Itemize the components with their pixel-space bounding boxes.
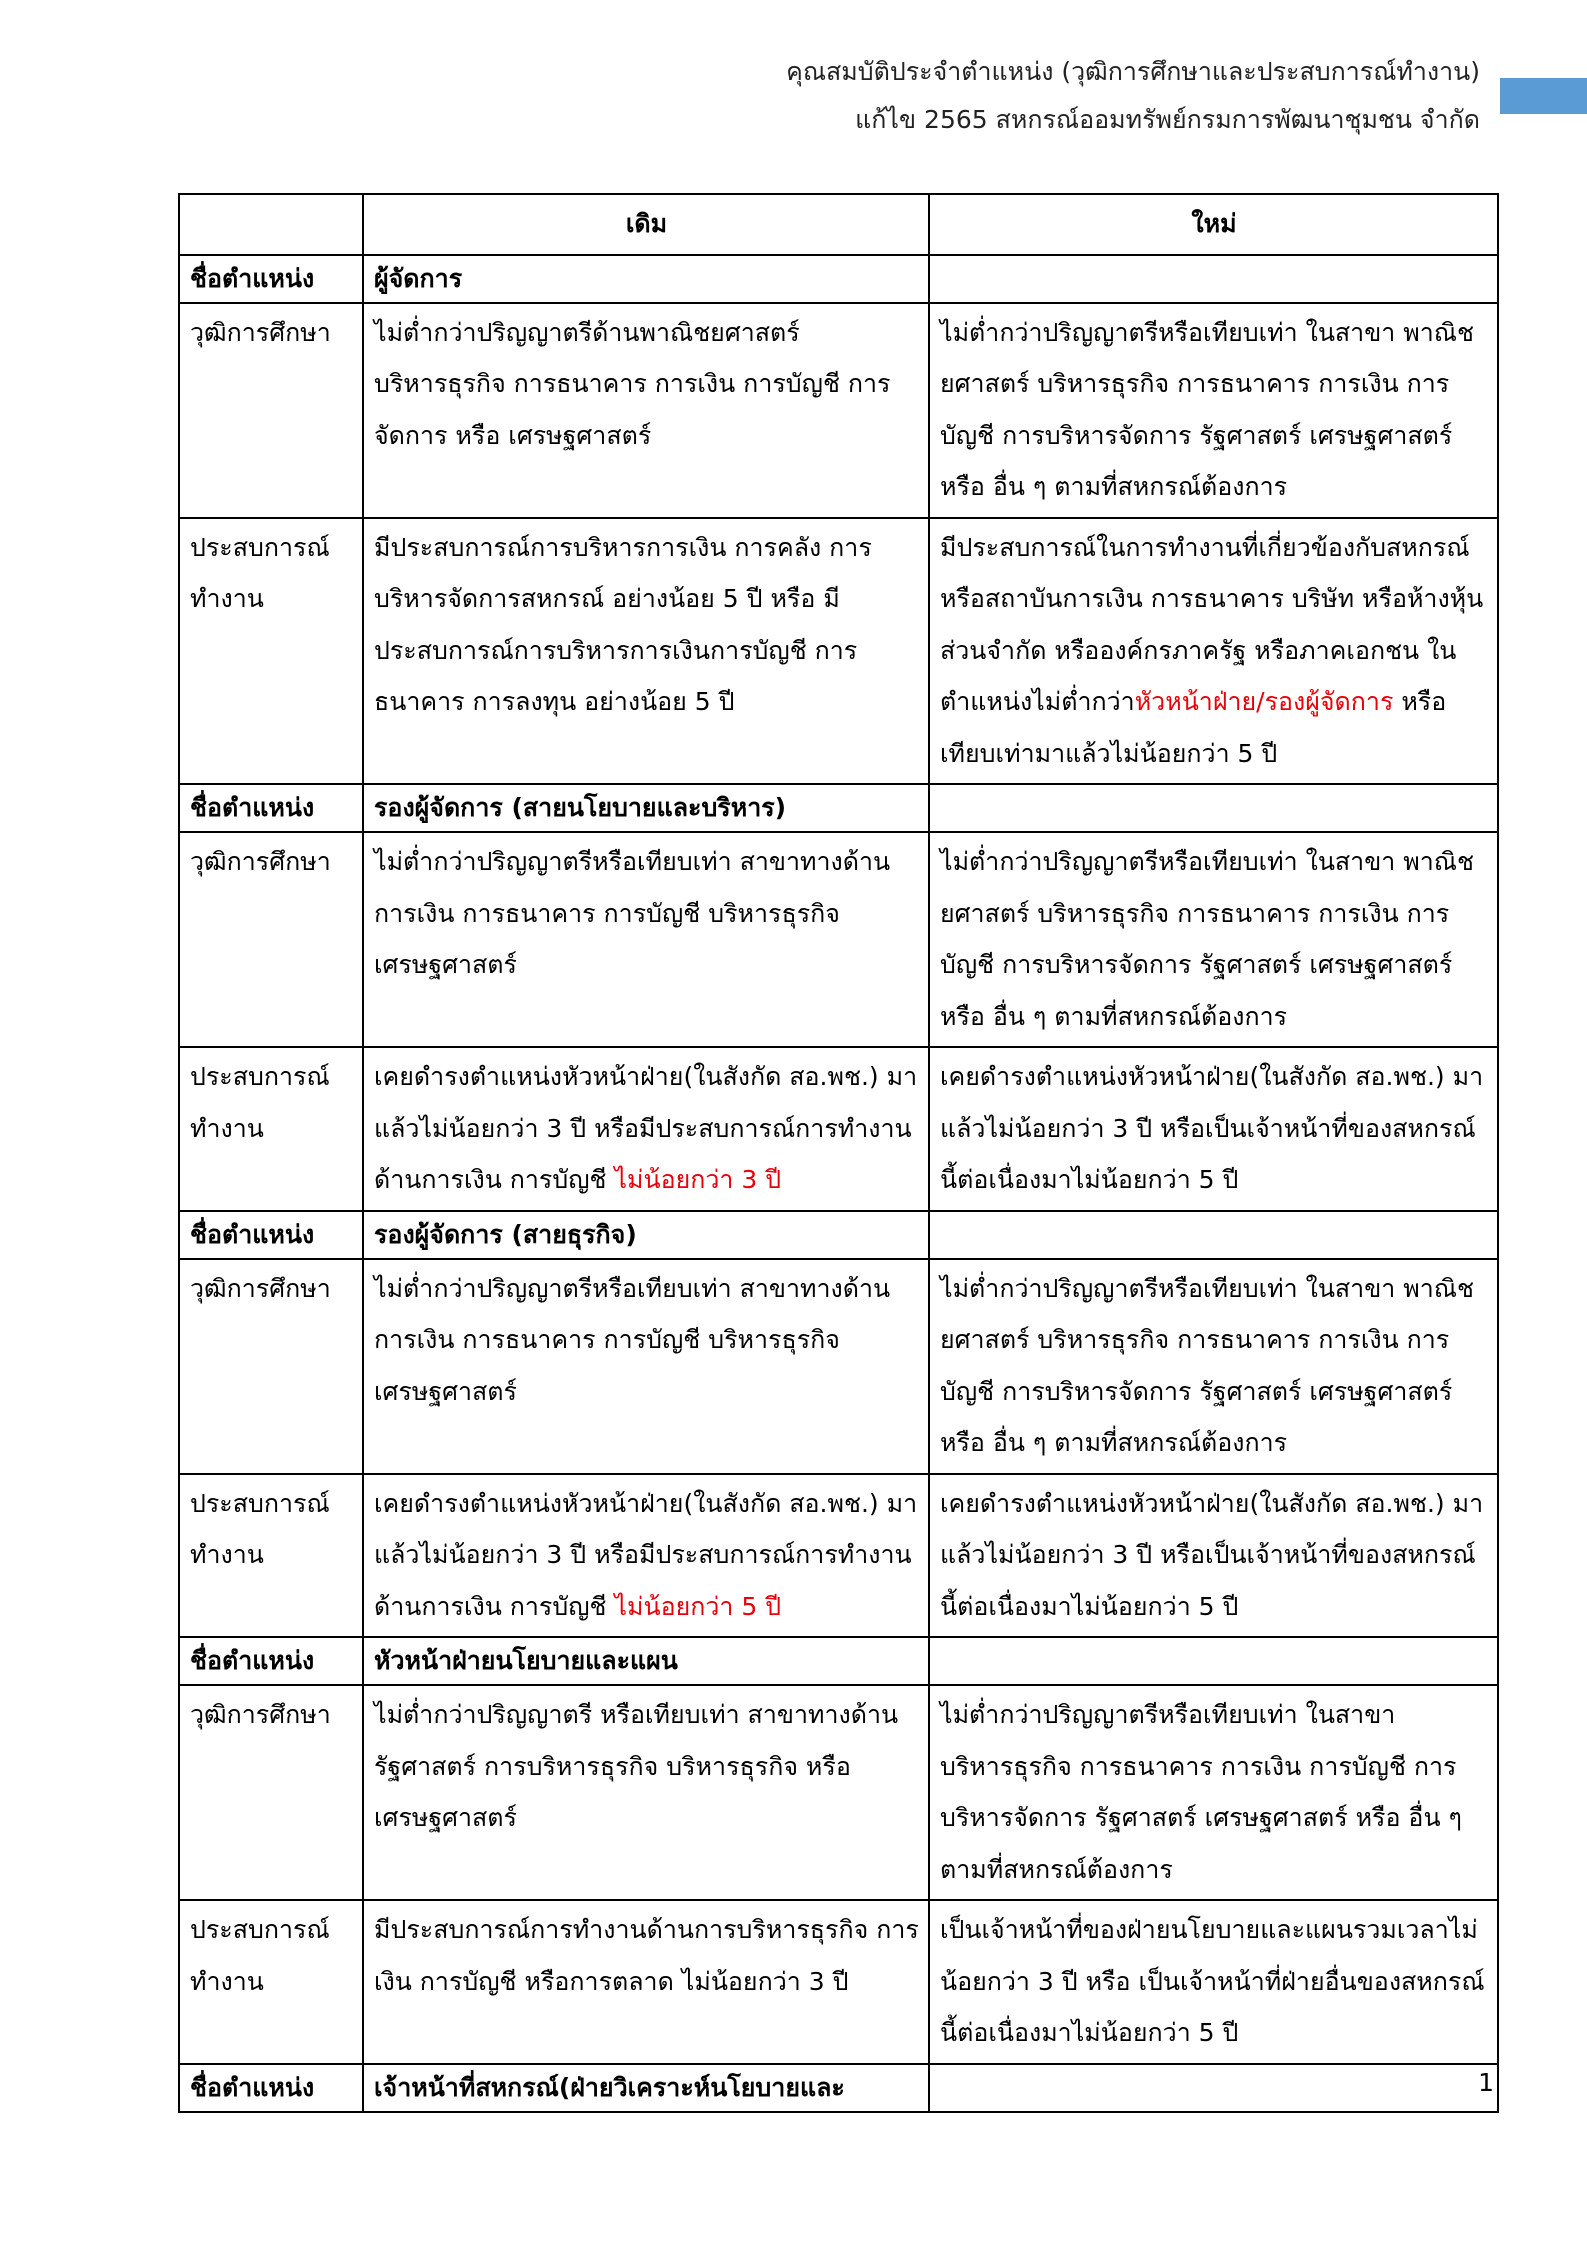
- experience-new-highlight: หัวหน้าฝ่าย/รองผู้จัดการ: [1134, 687, 1394, 716]
- education-label: วุฒิการศึกษา: [179, 303, 363, 518]
- header-empty-cell: [179, 194, 363, 255]
- education-row: [179, 303, 1498, 518]
- experience-old: [363, 1474, 929, 1638]
- education-label: วุฒิการศึกษา: [179, 1259, 363, 1474]
- position-label: ชื่อตำแหน่ง: [179, 784, 363, 832]
- education-new: ไม่ต่ำกว่าปริญญาตรีหรือเทียบเท่า ในสาขา บริหารธุรกิจ การธนาคาร การเงิน การบัญชี การบริหารจัดการ รัฐศาสตร์ เศรษฐศาสตร์ หรือ อื่น ๆ ตามที่สหกรณ์ต้องการ: [929, 1685, 1498, 1900]
- experience-label: ประสบการณ์ทำงาน: [179, 518, 363, 785]
- education-old: ไม่ต่ำกว่าปริญญาตรี หรือเทียบเท่า สาขาทางด้านรัฐศาสตร์ การบริหารธุรกิจ บริหารธุรกิจ หรือ เศรษฐศาสตร์: [363, 1685, 929, 1900]
- header-subtitle: แก้ไข 2565 สหกรณ์ออมทรัพย์กรมการพัฒนาชุมชน จำกัด: [855, 105, 1480, 134]
- experience-row: [179, 1474, 1498, 1638]
- header-accent-bar: [1500, 78, 1587, 114]
- education-old: ไม่ต่ำกว่าปริญญาตรีหรือเทียบเท่า สาขาทางด้านการเงิน การธนาคาร การบัญชี บริหารธุรกิจ เศรษฐศาสตร์: [363, 832, 929, 1047]
- position-new-empty: [929, 1211, 1498, 1259]
- position-title: หัวหน้าฝ่ายนโยบายและแผน: [363, 1637, 929, 1685]
- education-new: ไม่ต่ำกว่าปริญญาตรีหรือเทียบเท่า ในสาขา พาณิชยศาสตร์ บริหารธุรกิจ การธนาคาร การเงิน การบัญชี การบริหารจัดการ รัฐศาสตร์ เศรษฐศาสตร์ หรือ อื่น ๆ ตามที่สหกรณ์ต้องการ: [929, 303, 1498, 518]
- education-old: ไม่ต่ำกว่าปริญญาตรีด้านพาณิชยศาสตร์ บริหารธุรกิจ การธนาคาร การเงิน การบัญชี การจัดการ หรือ เศรษฐศาสตร์: [363, 303, 929, 518]
- page-number: 1: [1478, 2068, 1494, 2097]
- experience-row: [179, 518, 1498, 785]
- education-new: ไม่ต่ำกว่าปริญญาตรีหรือเทียบเท่า ในสาขา พาณิชยศาสตร์ บริหารธุรกิจ การธนาคาร การเงิน การบัญชี การบริหารจัดการ รัฐศาสตร์ เศรษฐศาสตร์ หรือ อื่น ๆ ตามที่สหกรณ์ต้องการ: [929, 832, 1498, 1047]
- header-title: คุณสมบัติประจำตำแหน่ง (วุฒิการศึกษาและประสบการณ์ทำงาน): [786, 57, 1480, 86]
- experience-old-highlight: ไม่น้อยกว่า 5 ปี: [614, 1591, 782, 1621]
- education-row: [179, 1685, 1498, 1900]
- education-new: ไม่ต่ำกว่าปริญญาตรีหรือเทียบเท่า ในสาขา พาณิชยศาสตร์ บริหารธุรกิจ การธนาคาร การเงิน การบัญชี การบริหารจัดการ รัฐศาสตร์ เศรษฐศาสตร์ หรือ อื่น ๆ ตามที่สหกรณ์ต้องการ: [929, 1259, 1498, 1474]
- experience-old-text: เคยดำรงตำแหน่งหัวหน้าฝ่าย(ในสังกัด สอ.พช.) มาแล้วไม่น้อยกว่า 3 ปี หรือมีประสบการณ์การทำงานด้านการเงิน การบัญชี: [374, 1488, 918, 1621]
- header-old: เดิม: [363, 194, 929, 255]
- experience-old: [363, 1900, 929, 2064]
- position-new-empty: [929, 255, 1498, 303]
- education-row: [179, 1259, 1498, 1474]
- position-label: ชื่อตำแหน่ง: [179, 1637, 363, 1685]
- comparison-table: [178, 193, 1499, 2113]
- position-row: [179, 255, 1498, 303]
- position-title: รองผู้จัดการ (สายนโยบายและบริหาร): [363, 784, 929, 832]
- position-label: ชื่อตำแหน่ง: [179, 2064, 363, 2112]
- position-row: [179, 784, 1498, 832]
- position-row: [179, 1637, 1498, 1685]
- experience-new-text: มีประสบการณ์ในการทำงานที่เกี่ยวข้องกับสหกรณ์ หรือสถาบันการเงิน การธนาคาร บริษัท หรือห้างหุ้นส่วนจำกัด หรือองค์กรภาครัฐ หรือภาคเอกชน ในตำแหน่งไม่ต่ำกว่า: [940, 532, 1484, 716]
- experience-row: [179, 1047, 1498, 1211]
- experience-old-text: มีประสบการณ์การทำงานด้านการบริหารธุรกิจ การเงิน การบัญชี หรือการตลาด ไม่น้อยกว่า 3 ปี: [374, 1915, 919, 1996]
- table-header-row: [179, 194, 1498, 255]
- experience-new: [929, 1047, 1498, 1211]
- page-header: [786, 48, 1480, 144]
- experience-new: [929, 518, 1498, 785]
- experience-new-tail: หรือเทียบเท่ามาแล้วไม่น้อยกว่า 5 ปี: [940, 687, 1447, 768]
- position-title: ผู้จัดการ: [363, 255, 929, 303]
- position-label: ชื่อตำแหน่ง: [179, 255, 363, 303]
- experience-old: [363, 1047, 929, 1211]
- position-title: เจ้าหน้าที่สหกรณ์(ฝ่ายวิเคราะห์นโยบายและ: [363, 2064, 929, 2112]
- position-title: รองผู้จัดการ (สายธุรกิจ): [363, 1211, 929, 1259]
- experience-old: [363, 518, 929, 785]
- experience-row: [179, 1900, 1498, 2064]
- position-new-empty: [929, 2064, 1498, 2112]
- position-row: [179, 2064, 1498, 2112]
- position-new-empty: [929, 1637, 1498, 1685]
- experience-new-text: เคยดำรงตำแหน่งหัวหน้าฝ่าย(ในสังกัด สอ.พช.) มาแล้วไม่น้อยกว่า 3 ปี หรือเป็นเจ้าหน้าที่ของสหกรณ์นี้ต่อเนื่องมาไม่น้อยกว่า 5 ปี: [940, 1488, 1484, 1621]
- education-label: วุฒิการศึกษา: [179, 1685, 363, 1900]
- experience-label: ประสบการณ์ทำงาน: [179, 1047, 363, 1211]
- experience-new-text: เป็นเจ้าหน้าที่ของฝ่ายนโยบายและแผนรวมเวลาไม่น้อยกว่า 3 ปี หรือ เป็นเจ้าหน้าที่ฝ่ายอื่นของสหกรณ์นี้ต่อเนื่องมาไม่น้อยกว่า 5 ปี: [940, 1915, 1485, 2047]
- position-label: ชื่อตำแหน่ง: [179, 1211, 363, 1259]
- experience-label: ประสบการณ์ทำงาน: [179, 1474, 363, 1638]
- position-row: [179, 1211, 1498, 1259]
- education-label: วุฒิการศึกษา: [179, 832, 363, 1047]
- education-row: [179, 832, 1498, 1047]
- header-new: ใหม่: [929, 194, 1498, 255]
- education-old: ไม่ต่ำกว่าปริญญาตรีหรือเทียบเท่า สาขาทางด้านการเงิน การธนาคาร การบัญชี บริหารธุรกิจ เศรษฐศาสตร์: [363, 1259, 929, 1474]
- experience-new-text: เคยดำรงตำแหน่งหัวหน้าฝ่าย(ในสังกัด สอ.พช.) มาแล้วไม่น้อยกว่า 3 ปี หรือเป็นเจ้าหน้าที่ของสหกรณ์นี้ต่อเนื่องมาไม่น้อยกว่า 5 ปี: [940, 1062, 1484, 1194]
- experience-old-text: เคยดำรงตำแหน่งหัวหน้าฝ่าย(ในสังกัด สอ.พช.) มาแล้วไม่น้อยกว่า 3 ปี หรือมีประสบการณ์การทำงานด้านการเงิน การบัญชี: [374, 1062, 918, 1194]
- experience-old-highlight: ไม่น้อยกว่า 3 ปี: [614, 1165, 782, 1194]
- experience-label: ประสบการณ์ทำงาน: [179, 1900, 363, 2064]
- experience-old-text: มีประสบการณ์การบริหารการเงิน การคลัง การบริหารจัดการสหกรณ์ อย่างน้อย 5 ปี หรือ มีประสบการณ์การบริหารการเงินการบัญชี การธนาคาร การลงทุน อย่างน้อย 5 ปี: [374, 532, 872, 716]
- position-new-empty: [929, 784, 1498, 832]
- experience-new: [929, 1900, 1498, 2064]
- experience-new: [929, 1474, 1498, 1638]
